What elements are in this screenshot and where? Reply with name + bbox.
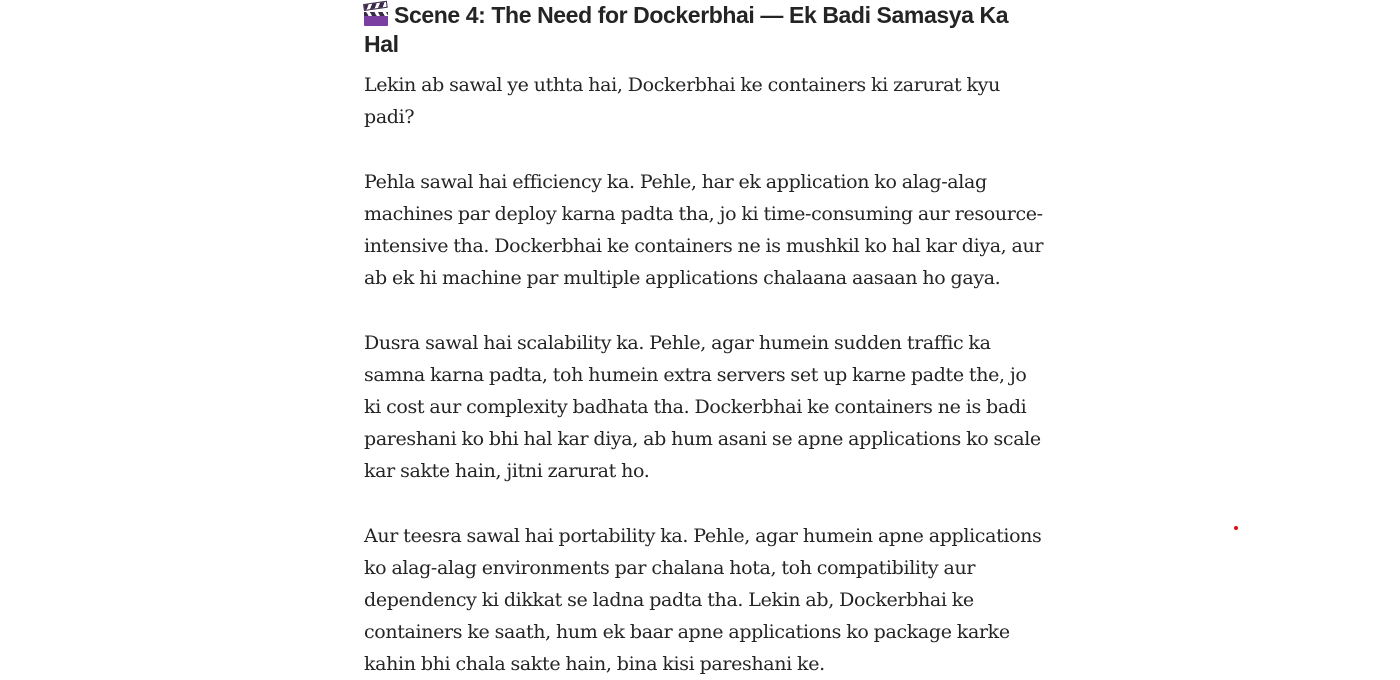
article-body	[364, 0, 1044, 680]
cursor-dot	[1234, 526, 1238, 530]
section-heading	[364, 0, 1014, 59]
paragraph-scalability: Dusra sawal hai scalability ka. Pehle, agar humein sudden traffic ka samna karna padta, toh humein extra servers set up karne padte the, jo ki cost aur complexity badhata tha. Dockerbhai ke containers ne is badi pareshani ko bhi hal kar diya, ab hum asani se apne applications ko scale kar sakte hain, jitni zarurat ho.	[364, 332, 1041, 482]
clapper-board-icon	[364, 4, 388, 26]
paragraph-intro: Lekin ab sawal ye uthta hai, Dockerbhai ke containers ki zarurat kyu padi?	[364, 74, 1000, 128]
paragraph-efficiency: Pehla sawal hai efficiency ka. Pehle, har ek application ko alag-alag machines par deploy karna padta tha, jo ki time-consuming aur resource-intensive tha. Dockerbhai ke containers ne is mushkil ko hal kar diya, aur ab ek hi machine par multiple applications chalaana aasaan ho gaya.	[364, 171, 1044, 289]
section-heading-text: Scene 4: The Need for Dockerbhai — Ek Badi Samasya Ka Hal	[364, 2, 1009, 57]
paragraph-portability: Aur teesra sawal hai portability ka. Pehle, agar humein apne applications ko alag-alag environments par chalana hota, toh compatibility aur dependency ki dikkat se ladna padta tha. Lekin ab, Dockerbhai ke containers ke saath, hum ek baar apne applications ko package karke kahin bhi chala sakte hain, bina kisi pareshani ke.	[364, 525, 1042, 675]
